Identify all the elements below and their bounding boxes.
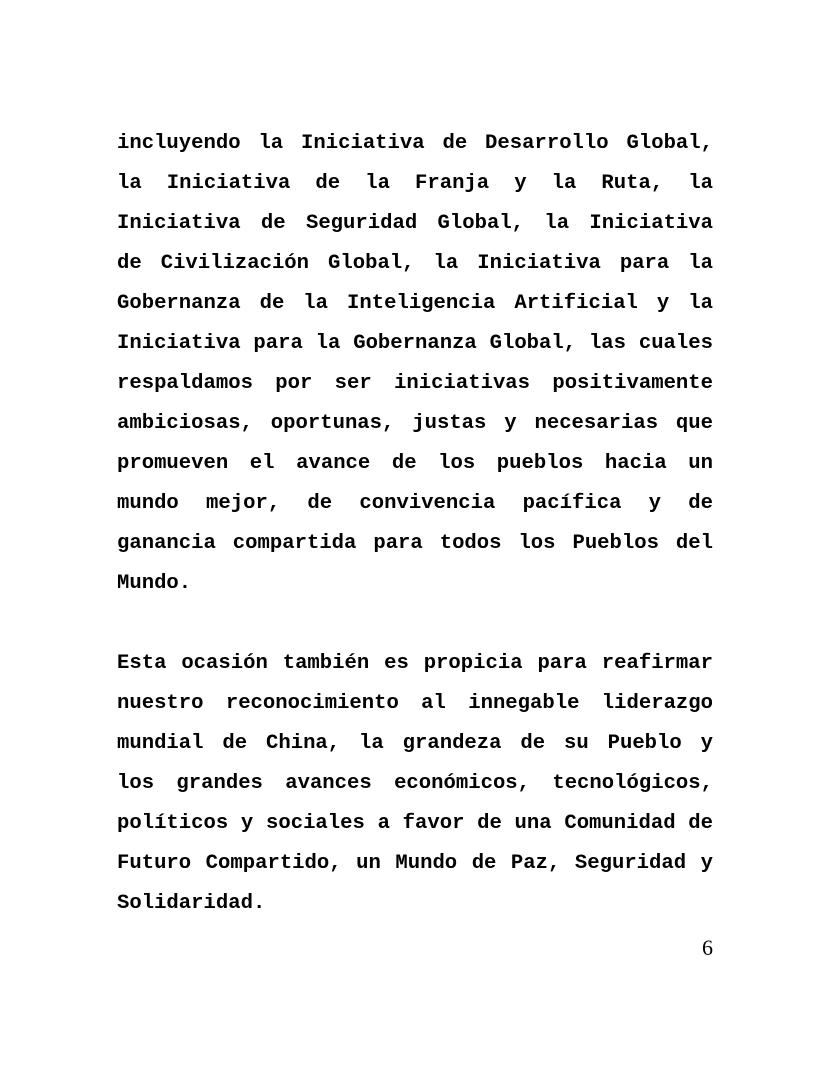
text-line: los grandes avances económicos, tecnológicos, xyxy=(117,772,713,795)
text-line: nuestro reconocimiento al innegable liderazgo xyxy=(117,692,713,715)
page-number: 6 xyxy=(702,935,713,960)
text-line: Esta ocasión también es propicia para reafirmar xyxy=(117,652,713,675)
text-line: ganancia compartida para todos los Pueblos del xyxy=(117,532,713,555)
paragraph-1 xyxy=(117,124,713,604)
text-line: Mundo. xyxy=(117,572,192,595)
text-line: mundo mejor, de convivencia pacífica y de xyxy=(117,492,713,515)
text-line: Solidaridad. xyxy=(117,892,266,915)
paragraph-2 xyxy=(117,644,713,924)
text-line: promueven el avance de los pueblos hacia un xyxy=(117,452,713,475)
paragraph-spacer xyxy=(117,604,713,644)
text-block xyxy=(117,124,713,924)
text-line: la Iniciativa de la Franja y la Ruta, la xyxy=(117,172,713,195)
text-line: Iniciativa de Seguridad Global, la Iniciativa xyxy=(117,212,713,235)
text-line: respaldamos por ser iniciativas positivamente xyxy=(117,372,713,395)
text-line: ambiciosas, oportunas, justas y necesarias que xyxy=(117,412,713,435)
text-line: Iniciativa para la Gobernanza Global, las cuales xyxy=(117,332,713,355)
text-line: políticos y sociales a favor de una Comunidad de xyxy=(117,812,713,835)
text-line: Futuro Compartido, un Mundo de Paz, Seguridad y xyxy=(117,852,713,875)
text-line: Gobernanza de la Inteligencia Artificial y la xyxy=(117,292,713,315)
text-line: incluyendo la Iniciativa de Desarrollo Global, xyxy=(117,132,713,155)
text-line: mundial de China, la grandeza de su Pueblo y xyxy=(117,732,713,755)
text-line: de Civilización Global, la Iniciativa para la xyxy=(117,252,713,275)
